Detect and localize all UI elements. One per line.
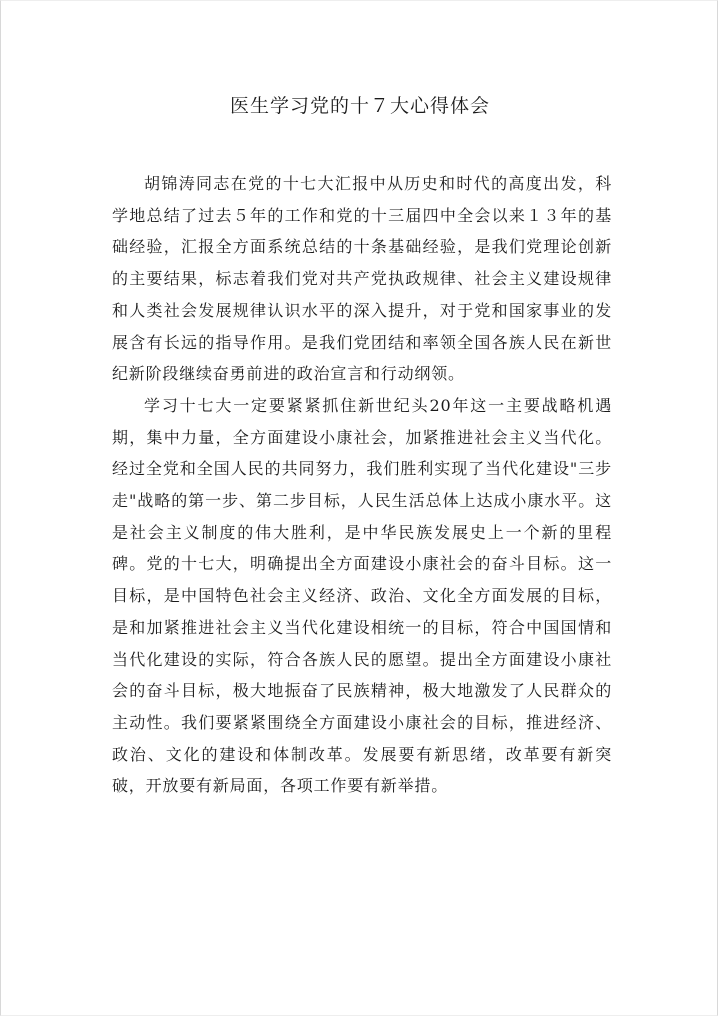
paragraph-1: 胡锦涛同志在党的十七大汇报中从历史和时代的高度出发，科学地总结了过去５年的工作和党的十三届四中全会以来１３年的基础经验，汇报全方面系统总结的十条基础经验，是我们党理论创新的主要结果，标志着我们党对共产党执政规律、社会主义建设规律和人类社会发展规律认识水平的深入提升，对于党和国家事业的发展含有长远的指导作用。是我们党团结和率领全国各族人民在新世纪新阶段继续奋勇前进的政治宣言和行动纲领。	[112, 174, 612, 384]
document-title: 医生学习党的十７大心得体会	[229, 95, 490, 117]
paragraph-2: 学习十七大一定要紧紧抓住新世纪头20年这一主要战略机遇期，集中力量，全方面建设小康社会，加紧推进社会主义当代化。经过全党和全国人民的共同努力，我们胜利实现了当代化建设"三步走"战略的第一步、第二步目标，人民生活总体上达成小康水平。这是社会主义制度的伟大胜利，是中华民族发展史上一个新的里程碑。党的十七大，明确提出全方面建设小康社会的奋斗目标。这一目标，是中国特色社会主义经济、政治、文化全方面发展的目标，是和加紧推进社会主义当代化建设相统一的目标，符合中国国情和当代化建设的实际，符合各族人民的愿望。提出全方面建设小康社会的奋斗目标，极大地振奋了民族精神，极大地激发了人民群众的主动性。我们要紧紧围绕全方面建设小康社会的目标，推进经济、政治、文化的建设和体制改革。发展要有新思绪，改革要有新突破，开放要有新局面，各项工作要有新举措。	[112, 395, 612, 796]
document-body	[112, 168, 612, 802]
